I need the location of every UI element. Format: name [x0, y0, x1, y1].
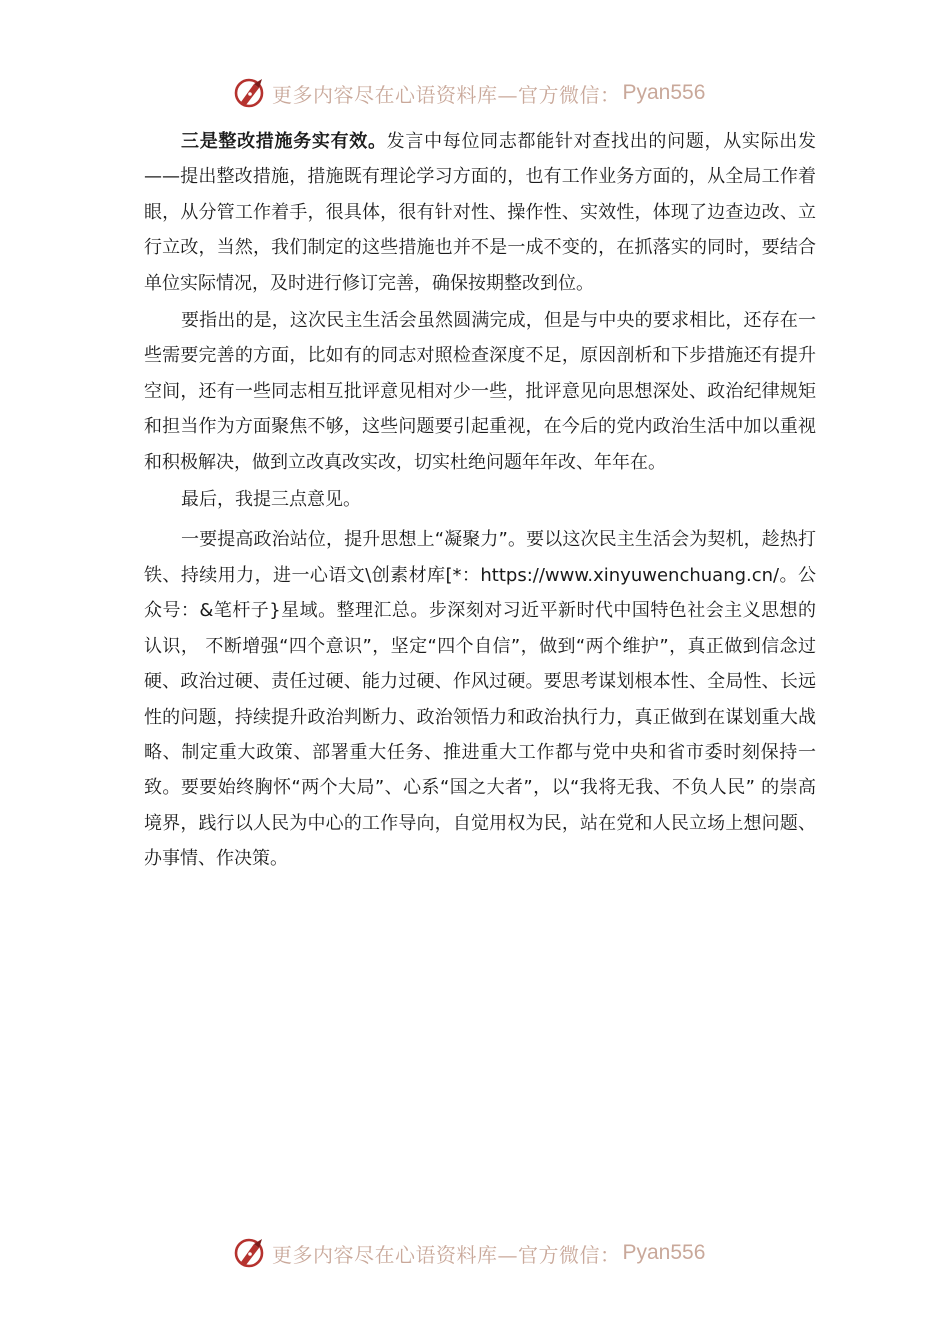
paragraph-rectification — [144, 124, 816, 301]
header-banner-text: 更多内容尽在心语资料库—官方微信： — [272, 82, 621, 107]
footer-banner — [232, 1233, 752, 1273]
paragraph-political-stance: 一要提高政治站位，提升思想上“凝聚力”。要以这次民主生活会为契机，趁热打铁、持续用力，进一心语文\创素材库[*：https://www.xinyuwenchuang.cn/。公众号：&笔杆子}星域。整理汇总。步深刻对习近平新时代中国特色社会主义思想的认识， 不断增强“四个意识”，坚定“四个自信”，做到“两个维护”，真正做到信念过硬、政治过硬、责任过硬、能力过硬、作风过硬。要思考谋划根本性、全局性、长远性的问题，持续提升政治判断力、政治领悟力和政治执行力，真正做到在谋划重大战略、制定重大政策、部署重大任务、推进重大工作都与党中央和省市委时刻保持一致。要要始终胸怀“两个大局”、心系“国之大者”，以“我将无我、不负人民” 的崇高境界，践行以人民为中心的工作导向，自觉用权为民，站在党和人民立场上想问题、办事情、作决策。 — [144, 529, 816, 870]
pen-nib-logo-icon — [232, 1235, 268, 1271]
footer-banner-wechat-id: Pyan556 — [622, 1241, 706, 1264]
paragraph-three-opinions: 最后，我提三点意见。 — [181, 489, 361, 511]
header-banner — [232, 73, 752, 113]
document-body — [144, 124, 816, 879]
paragraph-rectification-body: 发言中每位同志都能针对查找出的问题，从实际出发——提出整改措施，措施既有理论学习方面的，也有工作业务方面的，从全局工作着眼，从分管工作着手，很具体，很有针对性、操作性、实效性，体现了边查边改、立行立改，当然，我们制定的这些措施也并不是一成不变的，在抓落实的同时，要结合单位实际情况，及时进行修订完善，确保按期整改到位。 — [144, 131, 817, 294]
header-banner-wechat-id: Pyan556 — [622, 81, 706, 104]
paragraph-shortcomings: 要指出的是，这次民主生活会虽然圆满完成，但是与中央的要求相比，还存在一些需要完善的方面，比如有的同志对照检查深度不足，原因剖析和下步措施还有提升空间，还有一些同志相互批评意见相对少一些，批评意见向思想深处、政治纪律规矩和担当作为方面聚焦不够，这些问题要引起重视，在今后的党内政治生活中加以重视和积极解决，做到立改真改实改，切实杜绝问题年年改、年年在。 — [144, 310, 816, 473]
pen-nib-logo-icon — [232, 75, 268, 111]
paragraph-lead-heading: 三是整改措施务实有效。 — [181, 131, 387, 152]
footer-banner-text: 更多内容尽在心语资料库—官方微信： — [272, 1242, 621, 1267]
